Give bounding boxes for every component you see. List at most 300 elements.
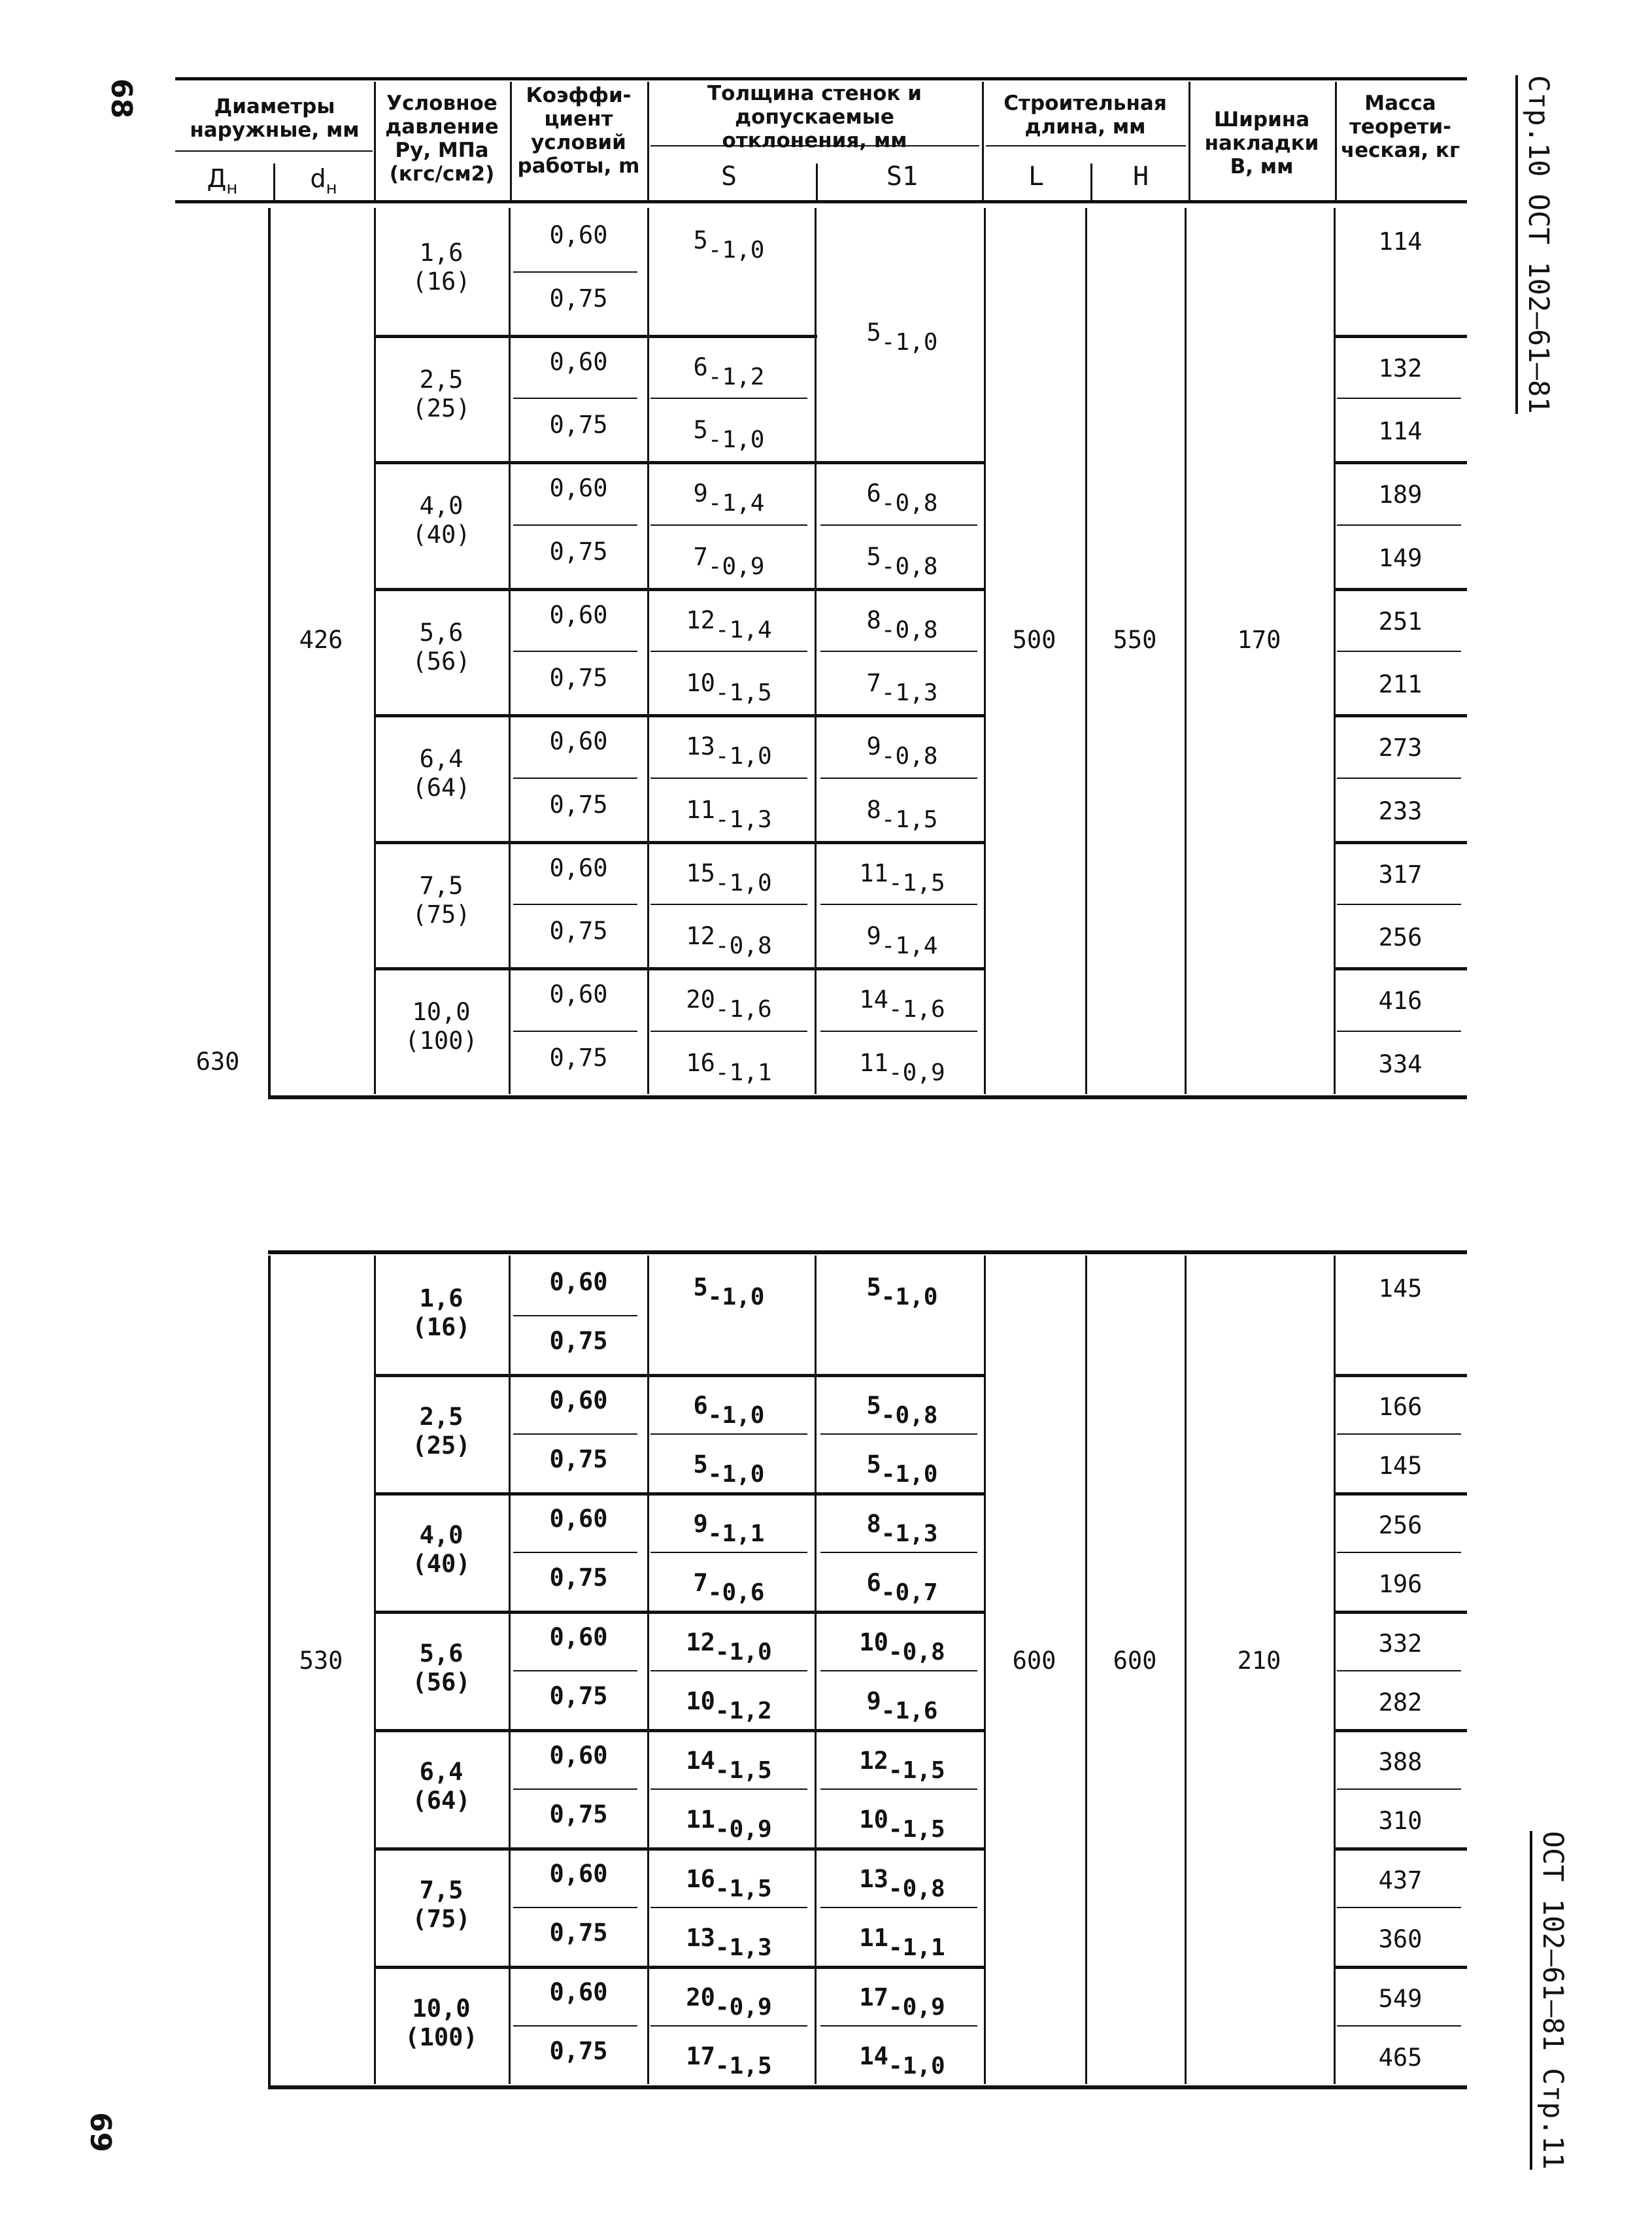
- rule-v: [510, 82, 512, 200]
- rule-h: [650, 651, 807, 652]
- thickness-s1-value: 7: [866, 669, 881, 698]
- thickness-s1: [866, 1687, 938, 1725]
- thickness-s1-tolerance: -0,8: [881, 616, 938, 643]
- coef-cell: 0,75: [549, 1445, 608, 1474]
- rule-h: [1334, 588, 1467, 591]
- thickness-s-value: 13: [686, 1924, 715, 1953]
- thickness-s1: [866, 669, 938, 707]
- thickness-s1: [859, 1924, 945, 1962]
- pressure-cell: 6,4: [419, 745, 464, 774]
- coef-cell: 0,60: [549, 1386, 608, 1414]
- rule-h: [650, 2025, 807, 2027]
- mass-cell: 166: [1378, 1392, 1423, 1421]
- pressure-cell: 10,0: [412, 998, 471, 1027]
- thickness-s: [686, 2042, 772, 2080]
- mass-cell: 196: [1378, 1570, 1423, 1599]
- thickness-s-value: 12: [686, 922, 715, 951]
- rule-h: [1334, 714, 1467, 717]
- rule-v: [374, 208, 376, 1094]
- rule-v: [647, 208, 649, 1094]
- thickness-s1-value: 11: [859, 1924, 888, 1953]
- rule-h: [268, 2085, 1467, 2089]
- thickness-s-value: 20: [686, 1983, 715, 2011]
- pressure-kgf: (40): [412, 521, 471, 549]
- rule-h: [820, 1552, 977, 1553]
- pressure-kgf: (16): [412, 267, 471, 296]
- mass-cell: 114: [1378, 417, 1423, 446]
- thickness-s1-value: 9: [866, 1687, 881, 1716]
- rule-v: [982, 82, 984, 200]
- rule-h: [1334, 1611, 1467, 1614]
- thickness-s-tolerance: -0,9: [715, 1816, 772, 1843]
- rule-h: [513, 1031, 637, 1032]
- rule-h: [513, 2025, 637, 2027]
- coef-cell: 0,60: [549, 980, 608, 1009]
- rule-v: [509, 1256, 511, 2084]
- thickness-s-tolerance: -1,5: [715, 679, 772, 707]
- thickness-s1: [866, 1569, 938, 1607]
- thickness-s-value: 16: [686, 1864, 715, 1893]
- rule-h: [986, 145, 1186, 146]
- rule-h: [820, 2025, 977, 2027]
- rule-v: [984, 208, 986, 1094]
- thickness-s: [686, 1864, 772, 1902]
- thickness-s-value: 11: [686, 795, 715, 824]
- rule-v: [816, 163, 818, 200]
- mass-cell: 310: [1378, 1807, 1423, 1836]
- thickness-s1-value: 8: [866, 1509, 881, 1538]
- rule-h: [374, 1729, 984, 1732]
- rule-h: [374, 1847, 984, 1851]
- rule-h: [820, 651, 977, 652]
- pressure-cell: 5,6: [419, 618, 464, 647]
- rule-v: [984, 1256, 986, 2084]
- coef-cell: 0,60: [549, 1859, 608, 1888]
- mass-cell: 189: [1378, 481, 1423, 509]
- coef-cell: 0,60: [549, 1504, 608, 1533]
- coef-cell: 0,75: [549, 284, 608, 313]
- pressure-kgf: (40): [412, 1550, 471, 1579]
- thickness-s1-merged-value: 5: [866, 318, 881, 347]
- rule-h: [1337, 1433, 1461, 1435]
- thickness-s-value: 5: [693, 226, 708, 255]
- coef-cell: 0,75: [549, 1800, 608, 1829]
- thickness-s1-tolerance: -1,5: [888, 1756, 945, 1784]
- rule-h: [1337, 904, 1461, 905]
- thickness-s: [686, 1628, 772, 1666]
- thickness-s: [686, 1687, 772, 1725]
- rule-h: [374, 335, 817, 338]
- coef-cell: 0,75: [549, 664, 608, 693]
- pressure-kgf: (16): [412, 1313, 471, 1342]
- thickness-s: [693, 1391, 765, 1429]
- thickness-s1: [866, 542, 938, 580]
- thickness-s-tolerance: -1,2: [715, 1698, 772, 1725]
- rule-h: [374, 714, 984, 717]
- thickness-s-value: 9: [693, 1509, 708, 1538]
- thickness-s-tolerance: -0,9: [715, 1993, 772, 2021]
- rule-h: [1337, 778, 1461, 779]
- pressure-cell: 2,5: [419, 365, 464, 394]
- header-dnn-sub: н: [326, 179, 337, 198]
- thickness-s-tolerance: -1,0: [715, 869, 772, 897]
- thickness-s1-tolerance: -0,7: [881, 1579, 938, 1607]
- thickness-s: [693, 226, 765, 264]
- length-h: 550: [1113, 626, 1157, 655]
- thickness-s1: [866, 1391, 938, 1429]
- mass-cell: 132: [1378, 354, 1423, 383]
- rule-v: [1185, 208, 1187, 1094]
- thickness-s1-value: 6: [866, 1569, 881, 1598]
- thickness-s-tolerance: -1,2: [707, 363, 765, 390]
- thickness-s-value: 6: [693, 1391, 708, 1420]
- rule-h: [513, 398, 637, 399]
- thickness-s-tolerance: -1,0: [707, 1283, 765, 1310]
- rule-h: [1334, 841, 1467, 844]
- rule-h: [650, 1552, 807, 1553]
- rule-h: [650, 1433, 807, 1435]
- thickness-s: [686, 732, 772, 770]
- mass-cell: 416: [1378, 987, 1423, 1016]
- rule-v: [509, 208, 511, 1094]
- width-b: 170: [1237, 626, 1281, 655]
- thickness-s1-value: 8: [866, 606, 881, 634]
- pressure-kgf: (56): [412, 647, 471, 676]
- header-dn-sub: н: [226, 179, 238, 198]
- thickness-s1: [866, 1450, 938, 1488]
- rule-v: [1188, 82, 1190, 200]
- header-thickness: Толщина стенок и допускаемые отклонения, мм: [707, 82, 922, 152]
- pressure-cell: 7,5: [419, 1876, 464, 1905]
- rule-h: [268, 1095, 1467, 1099]
- thickness-s-value: 5: [693, 1450, 708, 1479]
- coef-cell: 0,60: [549, 1977, 608, 2006]
- coef-cell: 0,75: [549, 1564, 608, 1592]
- rule-h: [1337, 524, 1461, 526]
- pressure-kgf: (75): [412, 900, 471, 929]
- thickness-s-value: 5: [693, 1273, 708, 1301]
- thickness-s1: [866, 1509, 938, 1547]
- thickness-s-value: 5: [693, 416, 708, 445]
- width-b: 210: [1237, 1646, 1281, 1675]
- thickness-s1-value: 11: [859, 1048, 888, 1077]
- rule-h: [820, 904, 977, 905]
- rule-h: [1337, 1031, 1461, 1032]
- thickness-s-tolerance: -1,3: [715, 806, 772, 833]
- header-dn-letter: Д: [207, 164, 227, 193]
- mass-cell: 273: [1378, 734, 1423, 762]
- rule-h: [650, 524, 807, 526]
- thickness-s1-value: 17: [859, 1983, 888, 2011]
- mass-cell: 233: [1378, 796, 1423, 825]
- thickness-s-tolerance: -1,5: [715, 2053, 772, 2080]
- rule-h: [1334, 1729, 1467, 1732]
- length-l: 500: [1012, 626, 1056, 655]
- thickness-s: [693, 416, 765, 454]
- rule-h: [175, 200, 1467, 203]
- thickness-s-tolerance: -1,5: [715, 1756, 772, 1784]
- thickness-s1-tolerance: -0,8: [881, 1401, 938, 1429]
- header-coefficient: Коэффи- циент условий работы, m: [517, 84, 640, 178]
- rule-h: [374, 588, 984, 591]
- pressure-kgf: (100): [405, 1027, 478, 1055]
- coef-cell: 0,60: [549, 474, 608, 503]
- thickness-s1-tolerance: -0,8: [888, 1638, 945, 1666]
- thickness-s1: [859, 1864, 945, 1902]
- rule-h: [820, 1670, 977, 1671]
- thickness-s1-value: 14: [859, 985, 888, 1014]
- thickness-s-value: 7: [693, 1569, 708, 1598]
- rule-h: [513, 1788, 637, 1790]
- coef-cell: 0,60: [549, 600, 608, 629]
- mass-cell: 145: [1378, 1274, 1423, 1303]
- thickness-s-value: 15: [686, 859, 715, 887]
- rule-h: [175, 150, 373, 152]
- header-s1: S1: [886, 162, 919, 192]
- thickness-s-value: 13: [686, 732, 715, 761]
- rule-h: [513, 1433, 637, 1435]
- rule-h: [513, 651, 637, 652]
- header-l: L: [1028, 162, 1045, 192]
- thickness-s1-value: 12: [859, 1746, 888, 1775]
- thickness-s1: [859, 985, 945, 1023]
- thickness-s-value: 6: [693, 352, 708, 381]
- thickness-s: [686, 795, 772, 833]
- mass-cell: 360: [1378, 1925, 1423, 1954]
- thickness-s-value: 17: [686, 2042, 715, 2071]
- thickness-s-tolerance: -1,0: [707, 426, 765, 454]
- header-dnn-letter: d: [310, 164, 326, 193]
- coef-cell: 0,75: [549, 1043, 608, 1072]
- rule-h: [513, 1670, 637, 1671]
- rule-h: [820, 1031, 977, 1032]
- thickness-s-value: 14: [686, 1746, 715, 1775]
- thickness-s-value: 10: [686, 669, 715, 698]
- rule-h: [513, 271, 637, 273]
- thickness-s-tolerance: -1,3: [715, 1934, 772, 1962]
- rule-h: [820, 778, 977, 779]
- rule-h: [513, 1907, 637, 1908]
- thickness-s: [686, 606, 772, 643]
- thickness-s: [693, 479, 765, 517]
- thickness-s1-value: 14: [859, 2042, 888, 2071]
- mass-cell: 256: [1378, 923, 1423, 952]
- rule-h: [1337, 2025, 1461, 2027]
- rule-h: [650, 778, 807, 779]
- mass-cell: 437: [1378, 1866, 1423, 1894]
- header-pressure: Условное давление Pу, МПа (кгс/см2): [385, 92, 499, 186]
- thickness-s-value: 20: [686, 985, 715, 1014]
- thickness-s: [693, 542, 765, 580]
- thickness-s: [693, 1569, 765, 1607]
- thickness-s1-tolerance: -0,8: [888, 1875, 945, 1902]
- header-length: Строительная длина, мм: [1003, 92, 1167, 139]
- mass-cell: 211: [1378, 670, 1423, 699]
- thickness-s1-value: 9: [866, 922, 881, 951]
- rule-h: [650, 904, 807, 905]
- diameter-d: 530: [299, 1646, 343, 1675]
- header-width: Ширина накладки B, мм: [1204, 108, 1319, 179]
- rule-h: [513, 1552, 637, 1553]
- thickness-s1-value: 8: [866, 795, 881, 824]
- rule-h: [513, 904, 637, 905]
- thickness-s1-tolerance: -0,8: [881, 743, 938, 770]
- thickness-s1-tolerance: -1,6: [888, 996, 945, 1023]
- mass-cell: 149: [1378, 543, 1423, 572]
- pressure-kgf: (100): [405, 2023, 478, 2052]
- rule-h: [1337, 1788, 1461, 1790]
- coef-cell: 0,60: [549, 347, 608, 376]
- thickness-s-value: 12: [686, 1628, 715, 1656]
- rule-v: [815, 208, 817, 1094]
- coef-cell: 0,75: [549, 537, 608, 566]
- rule-h: [374, 1966, 984, 1969]
- thickness-s: [693, 1273, 765, 1310]
- mass-cell: 388: [1378, 1747, 1423, 1776]
- thickness-s1: [859, 1048, 945, 1086]
- pressure-kgf: (25): [412, 394, 471, 422]
- page-number-top: 68: [105, 78, 138, 119]
- pressure-cell: 2,5: [419, 1403, 464, 1431]
- thickness-s-tolerance: -1,0: [715, 743, 772, 770]
- rule-v: [1085, 208, 1087, 1094]
- thickness-s1: [859, 1805, 945, 1843]
- pressure-kgf: (56): [412, 1668, 471, 1697]
- rule-v: [647, 1256, 649, 2084]
- rule-h: [268, 1250, 1467, 1254]
- coef-cell: 0,75: [549, 2037, 608, 2066]
- thickness-s: [693, 1509, 765, 1547]
- rule-h: [374, 1492, 984, 1496]
- thickness-s1-tolerance: -1,5: [888, 1816, 945, 1843]
- rule-v: [268, 208, 271, 1097]
- thickness-s1-value: 11: [859, 859, 888, 887]
- thickness-s-tolerance: -0,6: [707, 1579, 765, 1607]
- rule-h: [650, 398, 807, 399]
- thickness-s1-tolerance: -0,9: [888, 1059, 945, 1086]
- rule-v: [374, 82, 376, 200]
- rule-h: [1337, 1670, 1461, 1671]
- thickness-s-tolerance: -1,0: [707, 1401, 765, 1429]
- coef-cell: 0,75: [549, 917, 608, 946]
- mass-cell: 256: [1378, 1511, 1423, 1539]
- running-header-bottom: ОСТ 102–61–81 Стр.11: [1530, 1831, 1569, 2170]
- thickness-s: [693, 352, 765, 390]
- mass-cell: 282: [1378, 1688, 1423, 1717]
- rule-v: [1185, 1256, 1187, 2084]
- rule-h: [513, 1315, 637, 1316]
- mass-cell: 145: [1378, 1452, 1423, 1480]
- rule-h: [1334, 335, 1467, 338]
- thickness-s-tolerance: -0,8: [715, 932, 772, 960]
- coef-cell: 0,75: [549, 1919, 608, 1947]
- pressure-kgf: (64): [412, 1787, 471, 1815]
- rule-h: [374, 1374, 984, 1377]
- rule-v: [1085, 1256, 1087, 2084]
- thickness-s1: [866, 606, 938, 643]
- thickness-s1: [866, 732, 938, 770]
- diameter-d: 426: [299, 626, 343, 655]
- thickness-s: [686, 1924, 772, 1962]
- thickness-s: [686, 669, 772, 707]
- rule-h: [1337, 1907, 1461, 1908]
- rule-h: [820, 1433, 977, 1435]
- rule-h: [1334, 1847, 1467, 1851]
- thickness-s1-value: 5: [866, 1273, 881, 1301]
- thickness-s1-value: 5: [866, 542, 881, 571]
- pressure-kgf: (75): [412, 1905, 471, 1934]
- pressure-cell: 1,6: [419, 1284, 464, 1313]
- thickness-s-tolerance: -1,4: [715, 616, 772, 643]
- rule-h: [820, 524, 977, 526]
- coef-cell: 0,60: [549, 221, 608, 250]
- thickness-s1-tolerance: -0,8: [881, 490, 938, 517]
- thickness-s-tolerance: -1,4: [707, 490, 765, 517]
- rule-h: [513, 524, 637, 526]
- thickness-s1: [859, 859, 945, 897]
- coef-cell: 0,75: [549, 790, 608, 819]
- rule-h: [1337, 651, 1461, 652]
- thickness-s1: [859, 1746, 945, 1784]
- running-header-top: Стр.10 ОСТ 102–61–81: [1515, 75, 1555, 414]
- pressure-cell: 4,0: [419, 1521, 464, 1550]
- thickness-s-tolerance: -1,0: [707, 1461, 765, 1488]
- thickness-s: [686, 859, 772, 897]
- rule-h: [1337, 1552, 1461, 1553]
- thickness-s-tolerance: -1,0: [707, 237, 765, 264]
- rule-v: [268, 1256, 271, 2087]
- thickness-s1-value: 10: [859, 1628, 888, 1656]
- coef-cell: 0,60: [549, 727, 608, 756]
- thickness-s: [686, 1746, 772, 1784]
- rule-h: [1334, 967, 1467, 970]
- rule-v: [1334, 208, 1336, 1094]
- thickness-s-value: 10: [686, 1687, 715, 1716]
- rule-v: [1090, 163, 1092, 200]
- thickness-s1-tolerance: -1,4: [881, 932, 938, 960]
- thickness-s1-tolerance: -1,1: [888, 1934, 945, 1962]
- rule-h: [374, 1611, 984, 1614]
- pressure-cell: 1,6: [419, 239, 464, 267]
- thickness-s1: [866, 922, 938, 960]
- thickness-s1-tolerance: -1,0: [888, 2053, 945, 2080]
- thickness-s1-tolerance: -0,8: [881, 553, 938, 580]
- pressure-kgf: (25): [412, 1431, 471, 1460]
- thickness-s1: [866, 479, 938, 517]
- thickness-s-value: 7: [693, 542, 708, 571]
- mass-cell: 549: [1378, 1984, 1423, 2013]
- thickness-s-value: 12: [686, 606, 715, 634]
- length-l: 600: [1012, 1646, 1056, 1675]
- coef-cell: 0,75: [549, 1327, 608, 1356]
- pressure-cell: 7,5: [419, 871, 464, 900]
- thickness-s1-tolerance: -0,9: [888, 1993, 945, 2021]
- thickness-s1-tolerance: -1,3: [881, 679, 938, 707]
- thickness-s1: [866, 1273, 938, 1310]
- rule-h: [650, 1670, 807, 1671]
- thickness-s1-value: 10: [859, 1805, 888, 1834]
- rule-h: [820, 1907, 977, 1908]
- thickness-s-value: 9: [693, 479, 708, 508]
- thickness-s1-tolerance: -1,6: [881, 1698, 938, 1725]
- thickness-s: [686, 1048, 772, 1086]
- thickness-s1-merged-tolerance: -1,0: [881, 329, 938, 356]
- thickness-s1: [866, 795, 938, 833]
- mass-cell: 465: [1378, 2044, 1423, 2072]
- thickness-s: [686, 1983, 772, 2021]
- pressure-cell: 10,0: [412, 1994, 471, 2023]
- thickness-s1-tolerance: -1,3: [881, 1520, 938, 1547]
